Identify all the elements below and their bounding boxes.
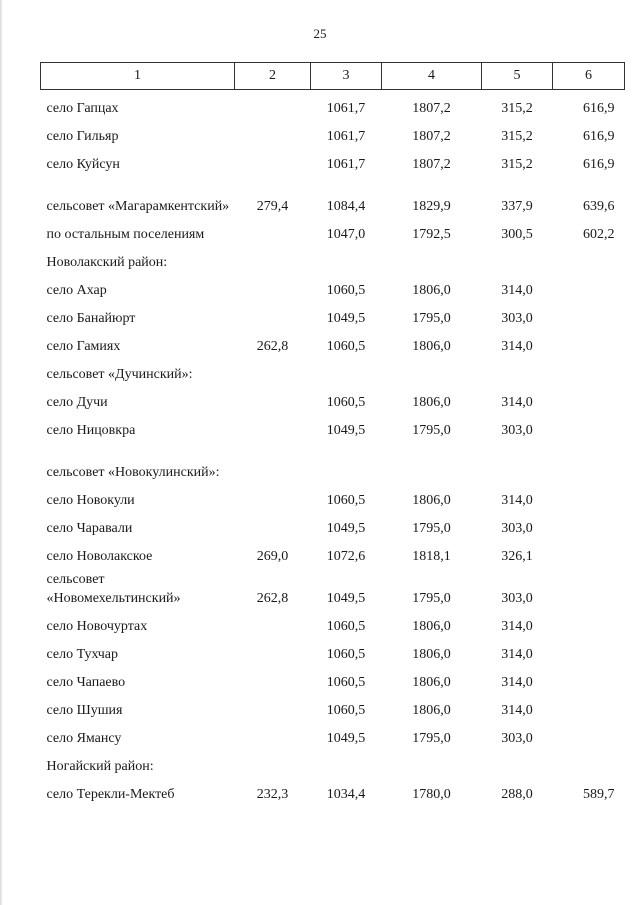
- table-row: [41, 216, 625, 244]
- row-value-col4: 1792,5: [412, 227, 451, 242]
- row-value-col3: [311, 244, 382, 272]
- table-row: [41, 412, 625, 440]
- row-value-col6: 639,6: [583, 199, 615, 214]
- row-value-col6: [553, 720, 625, 748]
- row-value-col2: [235, 272, 311, 300]
- row-value-col5: 314,0: [501, 283, 533, 298]
- row-name-cell: село Гапцах: [46, 101, 119, 116]
- row-value-col4: 1807,2: [412, 129, 451, 144]
- row-value-col5: 303,0: [501, 591, 533, 606]
- row-value-col4: 1806,0: [412, 619, 451, 634]
- table-row: [41, 608, 625, 636]
- row-name-cell: село Терекли-Мектеб: [46, 787, 175, 802]
- row-value-col2: [235, 440, 311, 482]
- row-value-col4: 1806,0: [412, 675, 451, 690]
- row-value-col6: [553, 272, 625, 300]
- row-value-col4: [382, 244, 482, 272]
- row-value-col5: 314,0: [501, 647, 533, 662]
- row-value-col3: 1061,7: [326, 101, 366, 116]
- row-value-col2: 232,3: [256, 787, 289, 802]
- row-value-col4: 1806,0: [412, 395, 451, 410]
- row-value-col3: 1060,5: [326, 647, 366, 662]
- row-name-cell: село Чапаево: [46, 675, 126, 690]
- row-value-col2: [235, 90, 311, 119]
- table-row: [41, 720, 625, 748]
- row-name-cell: по остальным поселениям: [46, 227, 205, 242]
- row-value-col3: [311, 440, 382, 482]
- column-header-1: 1: [41, 63, 235, 90]
- row-name-cell: село Ахар: [46, 283, 107, 298]
- row-value-col5: [482, 244, 553, 272]
- row-value-col5: 314,0: [501, 675, 533, 690]
- row-value-col4: 1806,0: [412, 339, 451, 354]
- column-header-5: 5: [482, 63, 553, 90]
- row-value-col4: 1807,2: [412, 101, 451, 116]
- row-value-col2: [235, 748, 311, 776]
- row-value-col6: [553, 566, 625, 608]
- row-value-col5: 337,9: [501, 199, 533, 214]
- table-row: [41, 90, 625, 119]
- row-value-col3: 1060,5: [326, 703, 366, 718]
- row-value-col3: 1049,5: [326, 423, 366, 438]
- row-value-col6: [553, 664, 625, 692]
- row-value-col4: 1806,0: [412, 283, 451, 298]
- row-name-cell: село Шушия: [46, 703, 123, 718]
- row-value-col5: 314,0: [501, 493, 533, 508]
- row-value-col3: 1072,6: [326, 549, 366, 564]
- row-value-col5: 303,0: [501, 311, 533, 326]
- column-header-4: 4: [382, 63, 482, 90]
- row-value-col3: 1061,7: [326, 157, 366, 172]
- row-name-cell: сельсовет «Новомехельтинский»: [46, 572, 181, 606]
- table-row: [41, 440, 625, 482]
- row-value-col6: 589,7: [583, 787, 615, 802]
- row-name-cell: сельсовет «Магарамкентский»: [46, 199, 230, 214]
- row-name-cell: село Новолакское: [46, 549, 153, 564]
- row-value-col6: [553, 482, 625, 510]
- row-name-cell: село Гильяр: [46, 129, 119, 144]
- table-row: [41, 664, 625, 692]
- row-value-col2: [235, 510, 311, 538]
- tariff-table: [40, 62, 625, 804]
- table-row: [41, 300, 625, 328]
- row-name-cell: село Банайюрт: [46, 311, 136, 326]
- row-value-col5: 300,5: [501, 227, 533, 242]
- row-value-col5: 303,0: [501, 731, 533, 746]
- row-value-col6: [553, 692, 625, 720]
- row-value-col6: [553, 636, 625, 664]
- row-value-col6: [553, 328, 625, 356]
- row-value-col2: [235, 300, 311, 328]
- row-value-col6: [553, 300, 625, 328]
- row-name-cell: Ногайский район:: [46, 759, 154, 774]
- row-value-col6: 616,9: [583, 157, 615, 172]
- row-value-col3: 1034,4: [326, 787, 366, 802]
- row-value-col5: 315,2: [501, 157, 533, 172]
- table-row: [41, 482, 625, 510]
- table-row: [41, 328, 625, 356]
- row-value-col2: [235, 482, 311, 510]
- table-row: [41, 636, 625, 664]
- row-value-col4: [382, 440, 482, 482]
- table-row: [41, 384, 625, 412]
- row-name-cell: село Куйсун: [46, 157, 120, 172]
- row-value-col3: 1061,7: [326, 129, 366, 144]
- row-value-col2: [235, 608, 311, 636]
- row-value-col3: 1084,4: [326, 199, 366, 214]
- table-header-row: [41, 63, 625, 90]
- row-value-col2: [235, 216, 311, 244]
- row-name-cell: село Новокули: [46, 493, 135, 508]
- row-value-col6: [553, 440, 625, 482]
- row-value-col3: [311, 748, 382, 776]
- row-name-cell: село Новочуртах: [46, 619, 148, 634]
- row-value-col5: 314,0: [501, 619, 533, 634]
- row-value-col2: [235, 664, 311, 692]
- row-value-col2: 269,0: [256, 549, 289, 564]
- row-value-col2: [235, 692, 311, 720]
- row-value-col4: 1807,2: [412, 157, 451, 172]
- row-value-col4: [382, 356, 482, 384]
- row-value-col4: 1795,0: [412, 731, 451, 746]
- row-name-cell: село Ницовкра: [46, 423, 136, 438]
- table-row: [41, 566, 625, 608]
- row-value-col2: [235, 636, 311, 664]
- row-value-col5: [482, 440, 553, 482]
- row-name-cell: село Тухчар: [46, 647, 118, 662]
- row-value-col5: 315,2: [501, 101, 533, 116]
- row-name-cell: село Гамиях: [46, 339, 121, 354]
- row-value-col6: [553, 748, 625, 776]
- row-value-col4: 1795,0: [412, 591, 451, 606]
- row-value-col3: 1060,5: [326, 675, 366, 690]
- row-value-col5: 303,0: [501, 521, 533, 536]
- row-value-col3: 1060,5: [326, 619, 366, 634]
- table-row: [41, 748, 625, 776]
- column-header-3: 3: [311, 63, 382, 90]
- row-value-col2: [235, 720, 311, 748]
- row-value-col4: 1795,0: [412, 311, 451, 326]
- table-row: [41, 272, 625, 300]
- row-value-col3: 1060,5: [326, 493, 366, 508]
- row-value-col5: [482, 356, 553, 384]
- row-name-cell: сельсовет «Новокулинский»:: [46, 465, 220, 480]
- table-row: [41, 538, 625, 566]
- row-value-col6: 616,9: [583, 101, 615, 116]
- row-value-col5: 314,0: [501, 339, 533, 354]
- row-value-col2: [235, 244, 311, 272]
- row-value-col6: 616,9: [583, 129, 615, 144]
- row-value-col5: 326,1: [501, 549, 533, 564]
- row-name-cell: Новолакский район:: [46, 255, 168, 270]
- row-value-col5: 315,2: [501, 129, 533, 144]
- row-value-col5: 314,0: [501, 703, 533, 718]
- row-value-col5: 288,0: [501, 787, 533, 802]
- row-value-col3: 1049,5: [326, 311, 366, 326]
- row-value-col6: [553, 356, 625, 384]
- row-value-col6: [553, 384, 625, 412]
- row-value-col4: 1806,0: [412, 493, 451, 508]
- row-value-col3: 1049,5: [326, 591, 366, 606]
- row-value-col4: 1780,0: [412, 787, 451, 802]
- table-row: [41, 244, 625, 272]
- row-value-col4: [382, 748, 482, 776]
- row-value-col4: 1806,0: [412, 647, 451, 662]
- row-name-cell: село Дучи: [46, 395, 108, 410]
- column-header-2: 2: [235, 63, 311, 90]
- row-name-cell: сельсовет «Дучинский»:: [46, 367, 193, 382]
- row-value-col5: 314,0: [501, 395, 533, 410]
- row-value-col5: 303,0: [501, 423, 533, 438]
- row-value-col6: [553, 510, 625, 538]
- row-name-cell: село Чаравали: [46, 521, 133, 536]
- table-row: [41, 510, 625, 538]
- row-value-col3: 1060,5: [326, 283, 366, 298]
- row-value-col3: [311, 356, 382, 384]
- row-value-col3: 1060,5: [326, 339, 366, 354]
- row-name-cell: село Ямансу: [46, 731, 122, 746]
- row-value-col2: [235, 356, 311, 384]
- row-value-col6: [553, 244, 625, 272]
- row-value-col6: [553, 608, 625, 636]
- table-row: [41, 356, 625, 384]
- page-number: 25: [313, 26, 327, 41]
- row-value-col2: 279,4: [256, 199, 289, 214]
- row-value-col2: [235, 146, 311, 174]
- row-value-col6: 602,2: [583, 227, 615, 242]
- table-row: [41, 776, 625, 804]
- row-value-col3: 1049,5: [326, 731, 366, 746]
- row-value-col2: [235, 118, 311, 146]
- row-value-col4: 1806,0: [412, 703, 451, 718]
- row-value-col3: 1049,5: [326, 521, 366, 536]
- row-value-col2: [235, 412, 311, 440]
- table-row: [41, 692, 625, 720]
- row-value-col6: [553, 412, 625, 440]
- row-value-col3: 1060,5: [326, 395, 366, 410]
- table-row: [41, 174, 625, 216]
- table-row: [41, 118, 625, 146]
- row-value-col3: 1047,0: [326, 227, 366, 242]
- column-header-6: 6: [553, 63, 625, 90]
- row-value-col2: [235, 384, 311, 412]
- row-value-col2: 262,8: [256, 591, 289, 606]
- row-value-col6: [553, 538, 625, 566]
- table-row: [41, 146, 625, 174]
- row-value-col4: 1818,1: [412, 549, 451, 564]
- row-value-col4: 1795,0: [412, 423, 451, 438]
- row-value-col4: 1829,9: [412, 199, 451, 214]
- row-value-col4: 1795,0: [412, 521, 451, 536]
- scan-edge-shadow: [0, 0, 3, 905]
- row-value-col5: [482, 748, 553, 776]
- row-value-col2: 262,8: [256, 339, 289, 354]
